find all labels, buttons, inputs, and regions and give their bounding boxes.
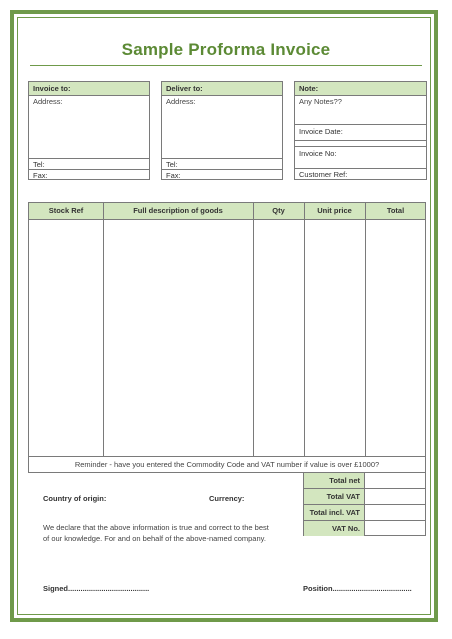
customer-ref-field[interactable]: Customer Ref: — [295, 168, 426, 180]
totals-block — [303, 472, 426, 536]
invoice-to-box — [28, 81, 150, 180]
page-title: Sample Proforma Invoice — [121, 40, 331, 59]
declaration-text: We declare that the above information is true and correct to the best of our knowledge. For and on behalf of the above-named company. — [43, 523, 269, 543]
invoice-no-field[interactable]: Invoice No: — [295, 146, 426, 161]
vat-reminder: Reminder - have you entered the Commodity Code and VAT number if value is over £1000? — [28, 456, 426, 473]
col-total: Total — [386, 206, 405, 215]
total-incl-vat-row[interactable] — [304, 505, 425, 521]
invoice-to-tel-field[interactable]: Tel: — [29, 158, 149, 170]
total-incl-vat-label: Total incl. VAT — [304, 505, 365, 520]
vat-no-row[interactable] — [304, 521, 425, 537]
country-of-origin-label: Country of origin: — [43, 494, 107, 503]
column-divider — [304, 203, 305, 456]
note-header: Note: — [295, 82, 426, 96]
vat-no-label: VAT No. — [304, 521, 365, 536]
col-unit-price: Unit price — [317, 206, 352, 215]
column-divider — [365, 203, 366, 456]
invoice-to-fax-field[interactable]: Fax: — [29, 169, 149, 181]
total-net-label: Total net — [304, 473, 365, 488]
note-box — [294, 81, 427, 180]
goods-table — [28, 202, 426, 457]
total-vat-label: Total VAT — [304, 489, 365, 504]
signed-field[interactable]: Signed....................................... — [43, 584, 150, 593]
invoice-to-header: Invoice to: — [29, 82, 149, 96]
total-net-row[interactable] — [304, 473, 425, 489]
deliver-to-address-field[interactable]: Address: — [166, 97, 196, 106]
column-divider — [253, 203, 254, 456]
position-field[interactable]: Position...................................... — [303, 584, 412, 593]
total-vat-row[interactable] — [304, 489, 425, 505]
col-stock-ref: Stock Ref — [48, 206, 84, 215]
note-separator — [295, 140, 426, 141]
deliver-to-header: Deliver to: — [162, 82, 282, 96]
title-underline — [30, 65, 422, 66]
col-qty: Qty — [272, 206, 285, 215]
invoice-to-address-field[interactable]: Address: — [33, 97, 63, 106]
column-divider — [103, 203, 104, 456]
col-description: Full description of goods — [133, 206, 223, 215]
deliver-to-box — [161, 81, 283, 180]
deliver-to-tel-field[interactable]: Tel: — [162, 158, 282, 170]
deliver-to-fax-field[interactable]: Fax: — [162, 169, 282, 181]
invoice-date-field[interactable]: Invoice Date: — [295, 124, 426, 139]
currency-label: Currency: — [209, 494, 245, 503]
notes-field[interactable]: Any Notes?? — [299, 97, 342, 106]
